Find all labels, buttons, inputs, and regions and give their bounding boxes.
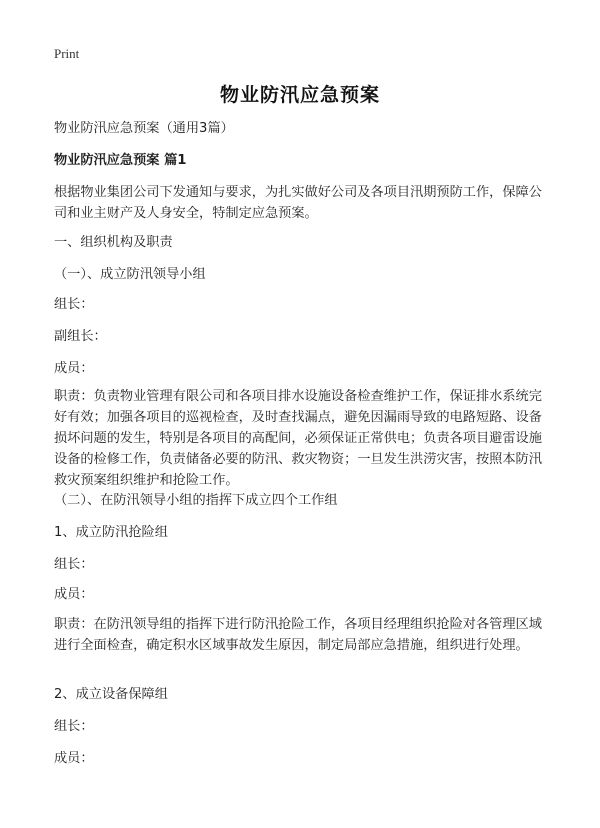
print-label: Print: [54, 46, 80, 61]
group1-heading: 1、成立防汛抢险组: [54, 525, 168, 540]
deputy-label: 副组长：: [54, 329, 107, 344]
document-title: 物业防汛应急预案: [219, 84, 380, 106]
sub1-heading: （一）、成立防汛领导小组: [54, 267, 206, 282]
members-label: 成员：: [54, 361, 94, 376]
group2-heading: 2、成立设备保障组: [54, 687, 168, 702]
group1-leader-label: 组长：: [54, 557, 94, 572]
section-heading: 物业防汛应急预案 篇1: [54, 153, 187, 168]
part1-heading: 一、组织机构及职责: [54, 235, 173, 250]
group2-members-label: 成员：: [54, 751, 94, 766]
intro-paragraph: 根据物业集团公司下发通知与要求，为扎实做好公司及各项目汛期预防工作，保障公司和业主财产及人身安全，特制定应急预案。: [54, 185, 542, 221]
group2-leader-label: 组长：: [54, 719, 94, 734]
group1-members-label: 成员：: [54, 587, 94, 602]
leader-label: 组长：: [54, 297, 94, 312]
duty1-paragraph: 职责：负责物业管理有限公司和各项目排水设施设备检查维护工作，保证排水系统完好有效；加强各项目的巡视检查，及时查找漏点，避免因漏雨导致的电路短路、设备损坏问题的发生，特别是各项目的高配间，必须保证正常供电；负责各项目避雷设施设备的检修工作，负责储备必要的防汛、救灾物资；一旦发生洪涝灾害，按照本防汛救灾预案组织维护和抢险工作。: [54, 389, 542, 488]
duty2-paragraph: 职责：在防汛领导组的指挥下进行防汛抢险工作，各项目经理组织抢险对各管理区域进行全面检查，确定积水区域事故发生原因，制定局部应急措施，组织进行处理。: [54, 617, 542, 653]
sub2-heading: （二）、在防汛领导小组的指挥下成立四个工作组: [54, 493, 338, 508]
document-subtitle: 物业防汛应急预案（通用3篇）: [54, 121, 234, 136]
